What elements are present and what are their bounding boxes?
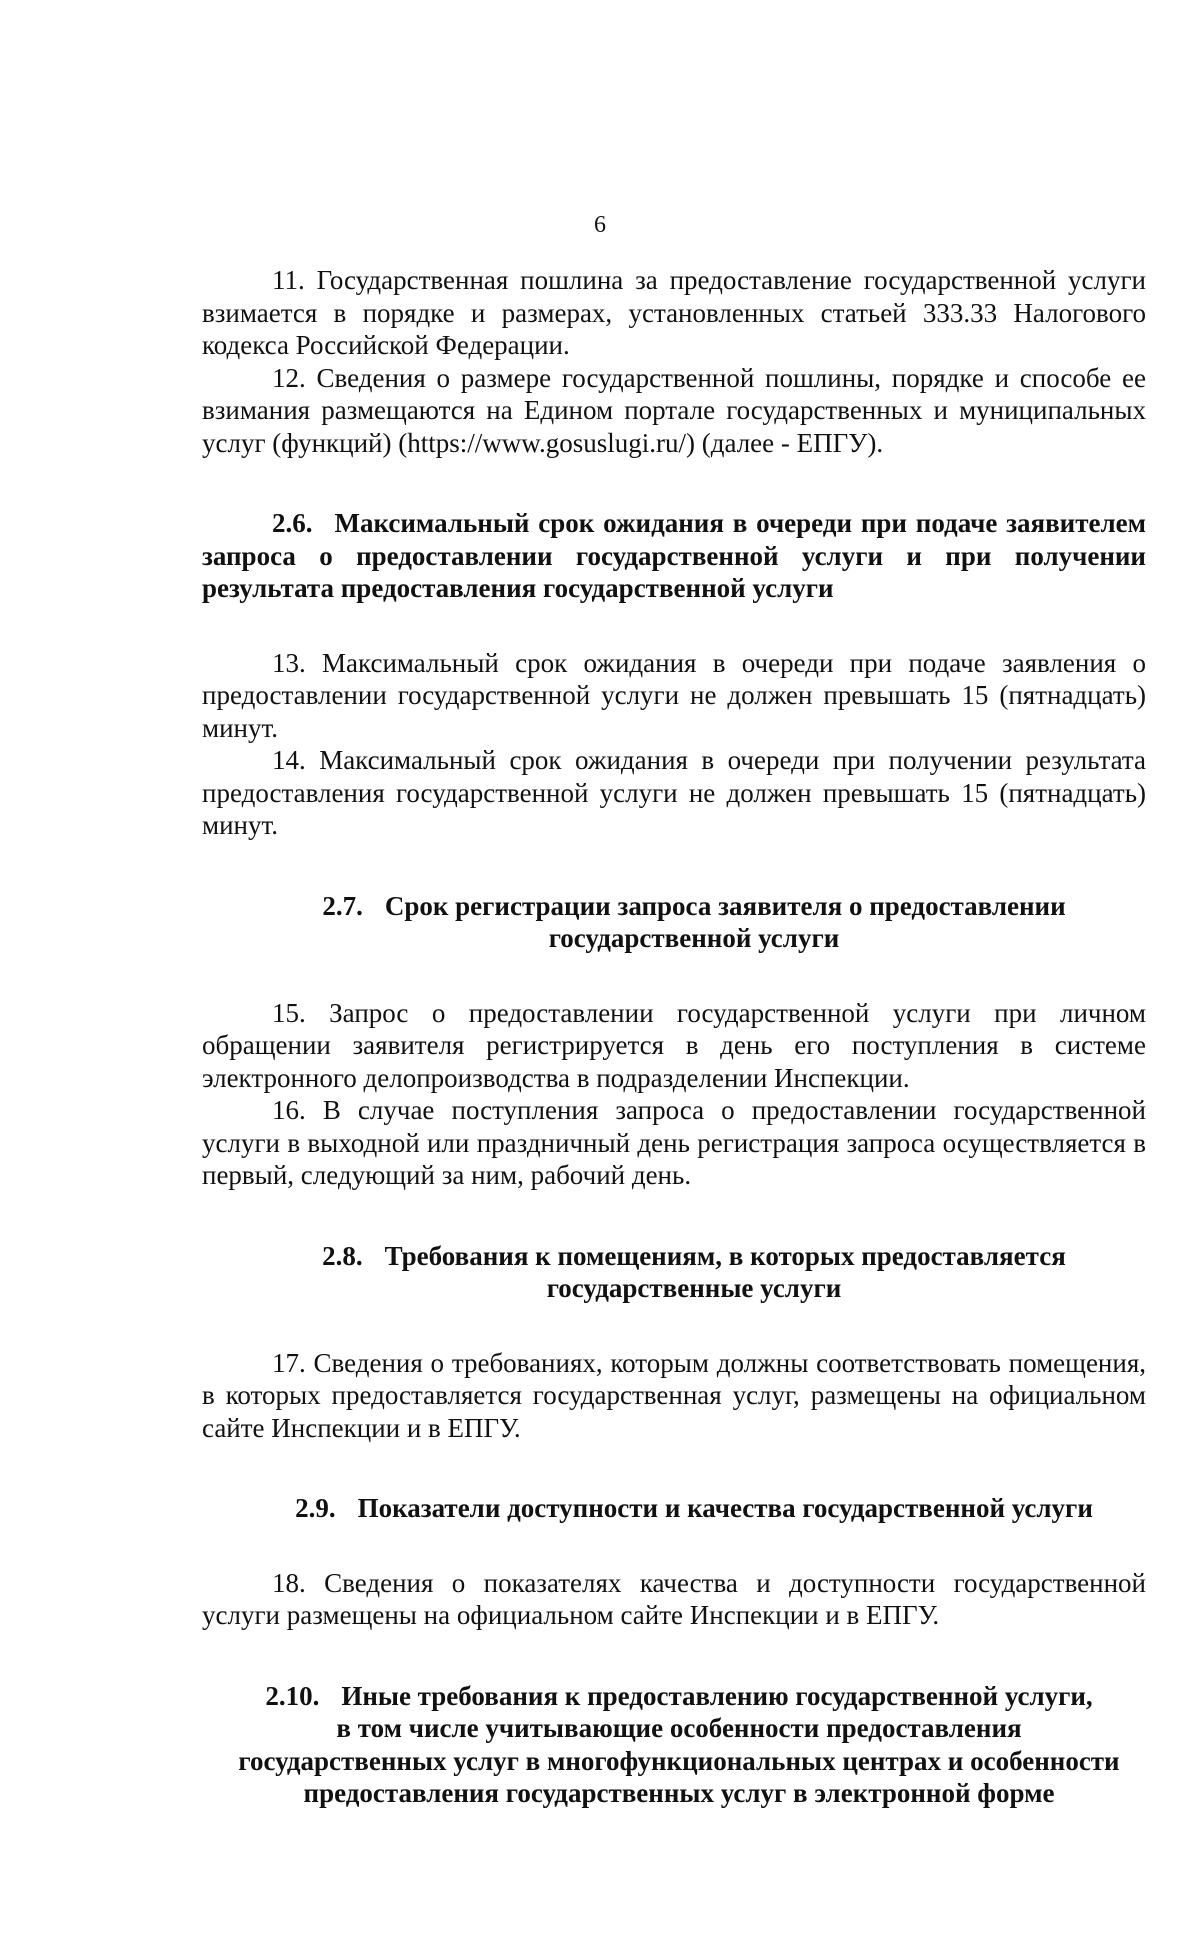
section-title-line: в том числе учитывающие особенности предоставления [336, 1713, 1022, 1743]
section-title-line: государственные услуги [546, 1273, 842, 1303]
document-body [202, 212, 1146, 1810]
paragraph-15: 15. Запрос о предоставлении государственной услуги при личном обращении заявителя регистрируется в день его поступления в системе электронного делопроизводства в подразделении Инспекции. [202, 997, 1146, 1093]
section-number: 2.10. [265, 1680, 320, 1711]
section-title: Показатели доступности и качества государственной услуги [357, 1493, 1093, 1523]
section-title: Максимальный срок ожидания в очереди при подаче заявителем запроса о предоставлении государственной услуги и при получении результата предоставления государственной услуги [202, 508, 1146, 603]
paragraph-17: 17. Сведения о требованиях, которым должны соответствовать помещения, в которых предоставляется государственная услуг, размещены на официальном сайте Инспекции и в ЕПГУ. [202, 1347, 1146, 1443]
section-title-line: 2.10. Иные требования к предоставлению государственной услуги, [265, 1680, 1093, 1711]
paragraph-13: 13. Максимальный срок ожидания в очереди при подаче заявления о предоставлении государственной услуги не должен превышать 15 (пятнадцать) минут. [202, 647, 1146, 743]
page-number: 6 [594, 212, 606, 238]
paragraph-16: 16. В случае поступления запроса о предоставлении государственной услуги в выходной или праздничный день регистрация запроса осуществляется в первый, следующий за ним, рабочий день. [202, 1095, 1146, 1190]
section-number: 2.7. [322, 890, 363, 921]
paragraph-11: 11. Государственная пошлина за предоставление государственной услуги взимается в порядке и размерах, установленных статьей 333.33 Налогового кодекса Российской Федерации. [202, 265, 1146, 360]
paragraph-14: 14. Максимальный срок ожидания в очереди при получении результата предоставления государственной услуги не должен превышать 15 (пятнадцать) минут. [202, 745, 1146, 840]
section-title-line: государственной услуги [548, 923, 840, 953]
section-title-line: 2.8. Требования к помещениям, в которых предоставляется [322, 1240, 1066, 1271]
section-number: 2.8. [322, 1240, 363, 1271]
section-heading-2-8 [202, 1240, 1146, 1305]
paragraph-18: 18. Сведения о показателях качества и доступности государственной услуги размещены на официальном сайте Инспекции и в ЕПГУ. [202, 1567, 1146, 1630]
section-title-line: 2.7. Срок регистрации запроса заявителя о предоставлении [322, 890, 1066, 921]
section-title-line: предоставления государственных услуг в электронной форме [303, 1778, 1055, 1808]
section-number: 2.9. [295, 1493, 336, 1523]
section-heading-2-9 [202, 1492, 1146, 1525]
section-heading-2-7 [202, 890, 1146, 955]
section-heading-2-10 [202, 1680, 1146, 1810]
section-number: 2.6. [272, 508, 313, 538]
section-heading-2-6 [202, 507, 1146, 605]
section-title-line: государственных услуг в многофункциональных центрах и особенности [238, 1745, 1120, 1776]
paragraph-12: 12. Сведения о размере государственной пошлины, порядке и способе ее взимания размещаются на Едином портале государственных и муниципальных услуг (функций) (https://www.gosuslugi.ru/) (далее - ЕПГУ). [202, 362, 1146, 458]
